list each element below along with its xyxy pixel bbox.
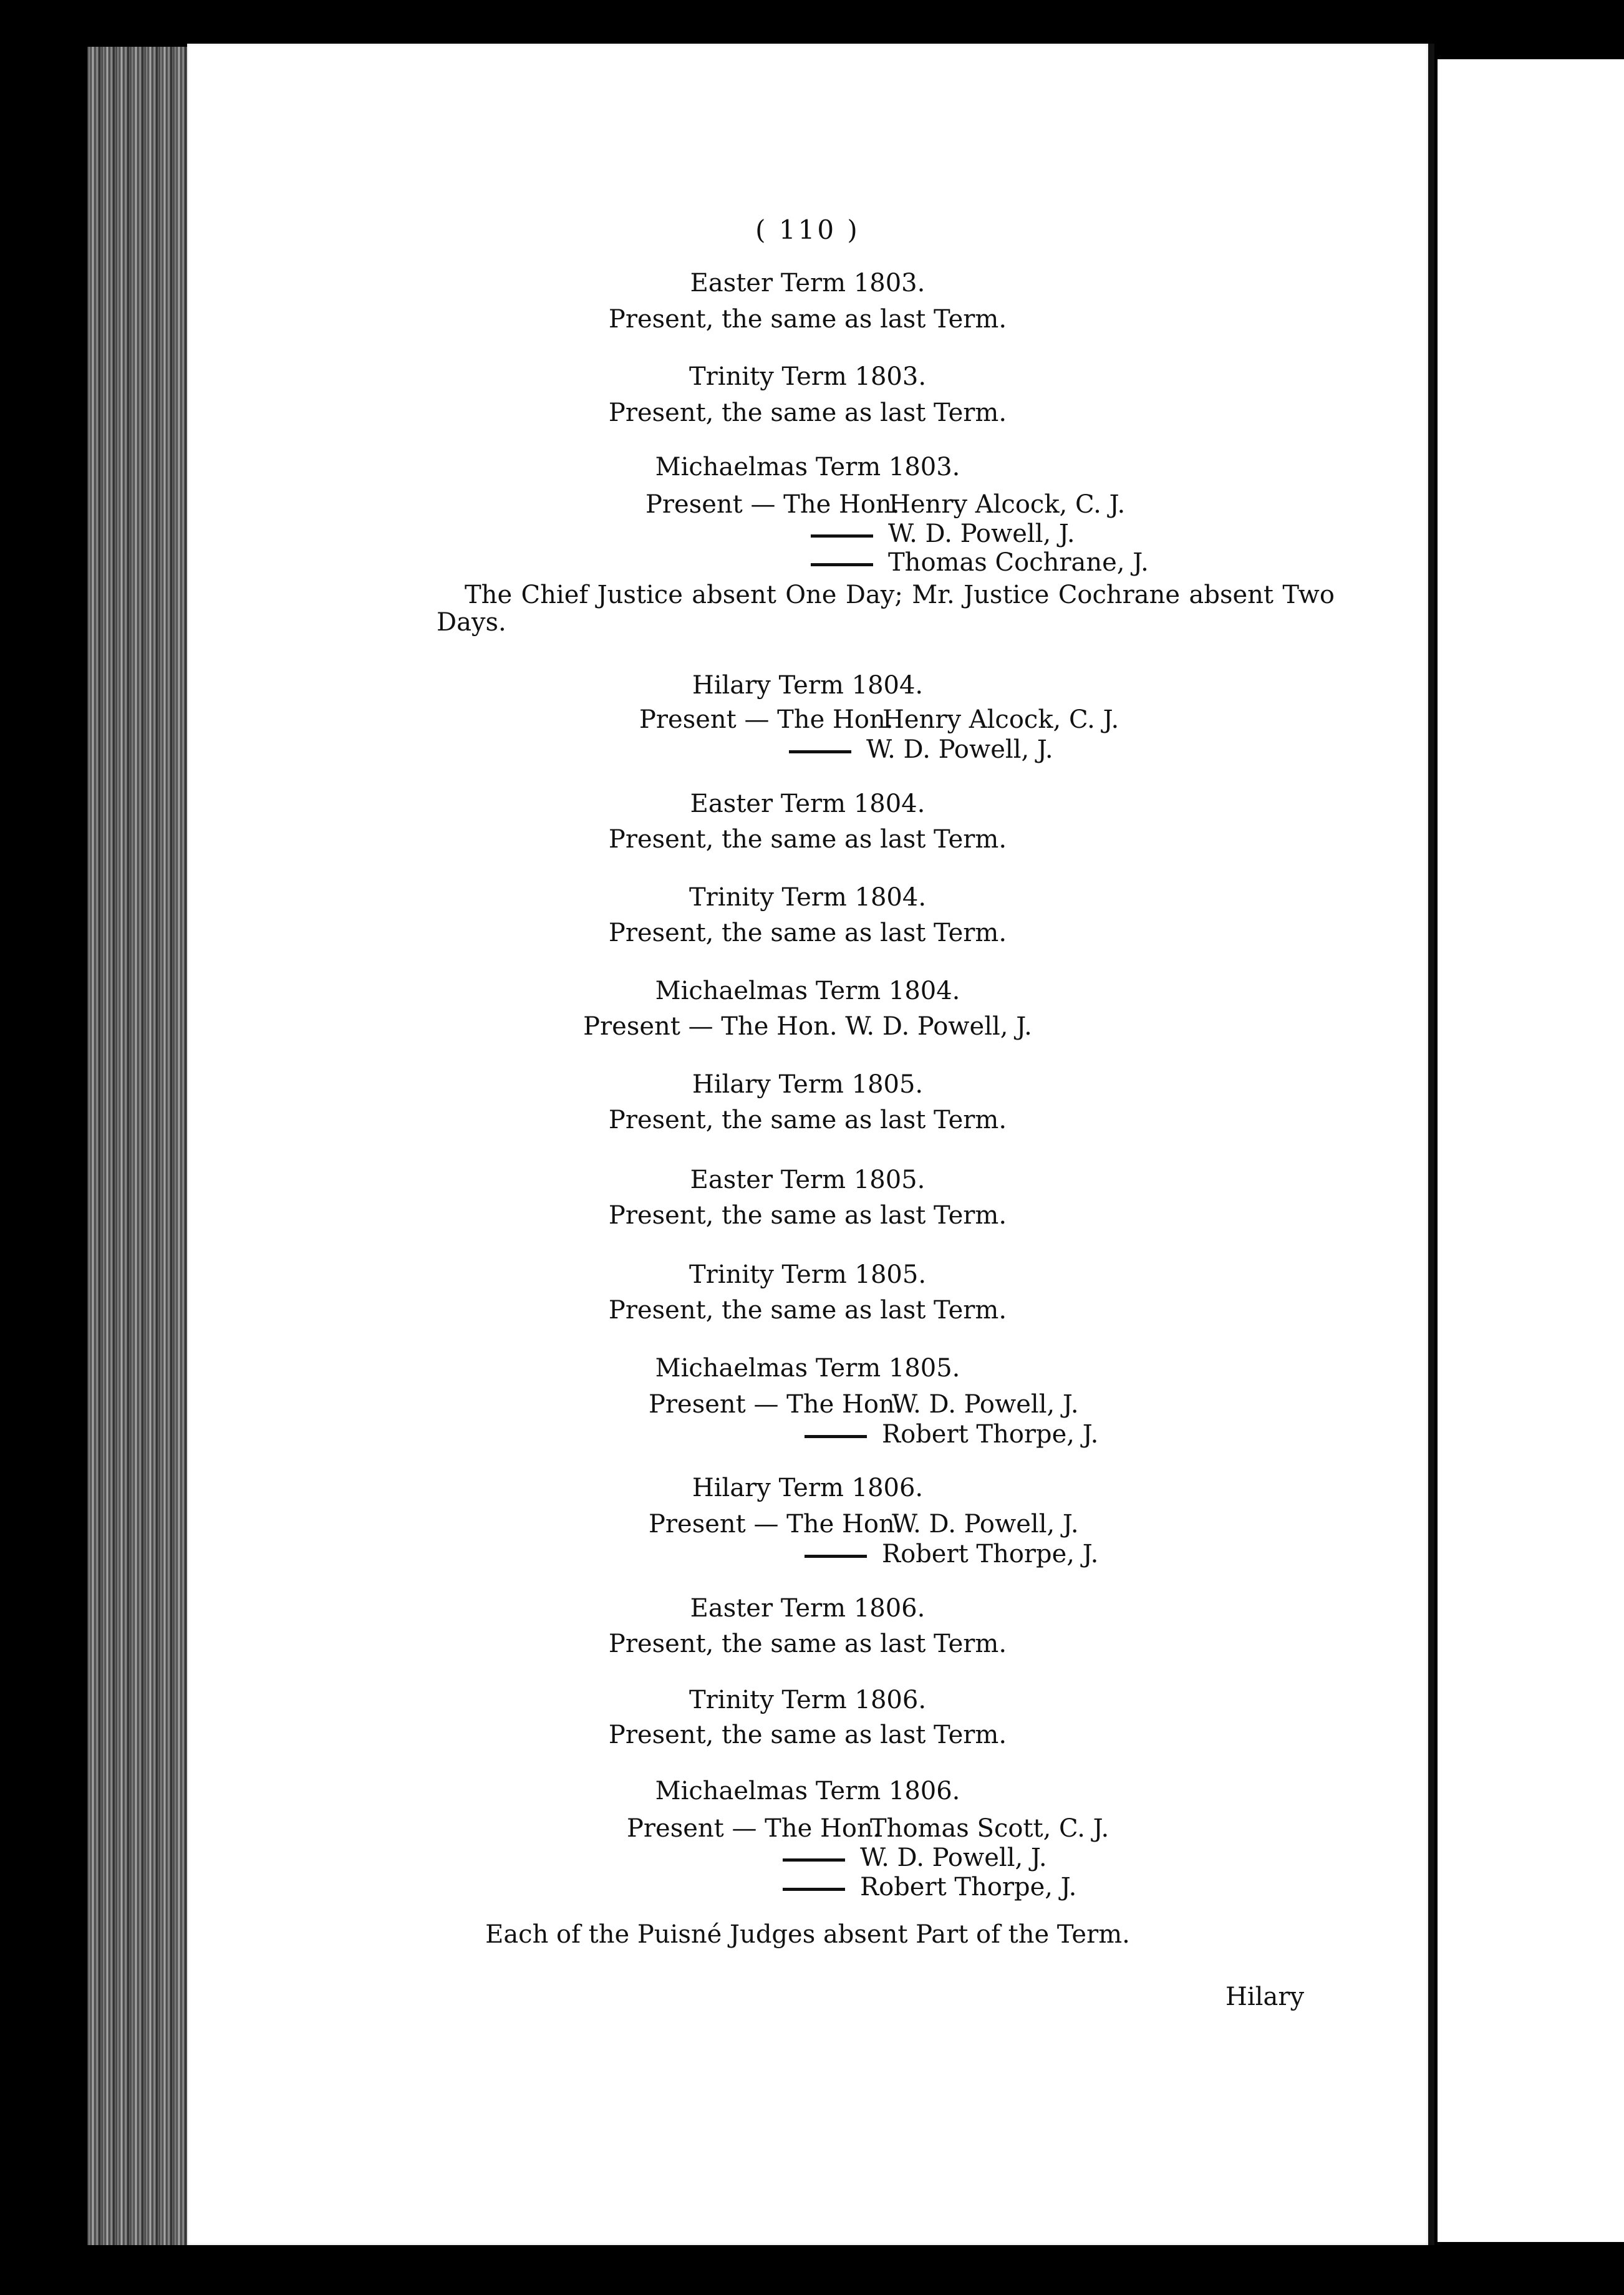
term-present: Present, the same as last Term. [608, 1296, 1007, 1325]
ditto-dash [783, 1888, 845, 1891]
present-label: Present — The Hon. [639, 705, 894, 734]
term-heading: Hilary Term 1806. [692, 1474, 924, 1502]
judge-name: Robert Thorpe, J. [882, 1540, 1099, 1568]
term-present: Present, the same as last Term. [608, 1106, 1007, 1134]
term-present: Present — The Hon. W. D. Powell, J. [583, 1012, 1032, 1041]
judge-name: W. D. Powell, J. [892, 1390, 1079, 1419]
book-page-edges [87, 47, 196, 2245]
judge-name: Henry Alcock, C. J. [882, 705, 1119, 734]
term-present: Present, the same as last Term. [608, 1201, 1007, 1230]
judge-row [789, 735, 1053, 765]
judge-name: W. D. Powell, J. [866, 735, 1053, 764]
ditto-dash [811, 563, 873, 566]
judge-row [805, 1419, 1098, 1449]
term-heading: Michaelmas Term 1806. [655, 1777, 960, 1805]
judge-name: W. D. Powell, J. [892, 1510, 1079, 1539]
term-note: Each of the Puisné Judges absent Part of the Term. [485, 1920, 1130, 1949]
ditto-dash [805, 1555, 867, 1558]
term-heading: Michaelmas Term 1803. [655, 453, 960, 481]
judge-row [783, 1843, 1047, 1873]
judge-row [783, 1872, 1076, 1902]
term-present: Present, the same as last Term. [608, 1721, 1007, 1749]
present-label: Present — The Hon. [649, 1510, 903, 1539]
term-heading: Trinity Term 1804. [689, 883, 927, 912]
judge-name: Thomas Cochrane, J. [888, 548, 1149, 577]
term-present: Present, the same as last Term. [608, 305, 1007, 334]
ditto-dash [805, 1435, 867, 1438]
judge-name: Henry Alcock, C. J. [889, 490, 1126, 519]
term-heading: Hilary Term 1805. [692, 1070, 924, 1099]
term-heading: Trinity Term 1806. [689, 1686, 927, 1714]
present-label: Present — The Hon. [649, 1390, 903, 1419]
judge-name: Robert Thorpe, J. [860, 1873, 1077, 1901]
ditto-dash [811, 534, 873, 538]
term-present: Present, the same as last Term. [608, 399, 1007, 427]
ditto-dash [783, 1858, 845, 1862]
term-heading: Michaelmas Term 1804. [655, 977, 960, 1005]
page-number: ( 110 ) [755, 215, 860, 245]
term-heading: Trinity Term 1805. [689, 1260, 927, 1289]
judge-name: Thomas Scott, C. J. [870, 1814, 1109, 1843]
judge-name: W. D. Powell, J. [888, 519, 1075, 548]
ditto-dash [789, 750, 851, 753]
facing-page [1438, 59, 1624, 2242]
term-present: Present, the same as last Term. [608, 825, 1007, 854]
book-page [187, 44, 1428, 2245]
present-label: Present — The Hon. [645, 490, 900, 519]
judge-name: W. D. Powell, J. [860, 1843, 1047, 1872]
judge-name: Robert Thorpe, J. [882, 1420, 1099, 1449]
judge-row [811, 548, 1149, 577]
present-label: Present — The Hon. [627, 1814, 881, 1843]
term-heading: Easter Term 1806. [690, 1594, 926, 1623]
term-heading: Easter Term 1804. [690, 790, 926, 818]
judge-row [805, 1539, 1098, 1569]
judge-row [811, 519, 1075, 549]
term-heading: Michaelmas Term 1805. [655, 1354, 960, 1383]
term-note: The Chief Justice absent One Day; Mr. Justice Cochrane absent Two Days. [437, 581, 1335, 637]
term-heading: Easter Term 1803. [690, 269, 926, 297]
catchword: Hilary [1225, 1983, 1305, 2011]
term-heading: Trinity Term 1803. [689, 362, 927, 391]
term-present: Present, the same as last Term. [608, 1630, 1007, 1658]
term-present: Present, the same as last Term. [608, 919, 1007, 947]
term-heading: Easter Term 1805. [690, 1166, 926, 1194]
term-heading: Hilary Term 1804. [692, 671, 924, 700]
